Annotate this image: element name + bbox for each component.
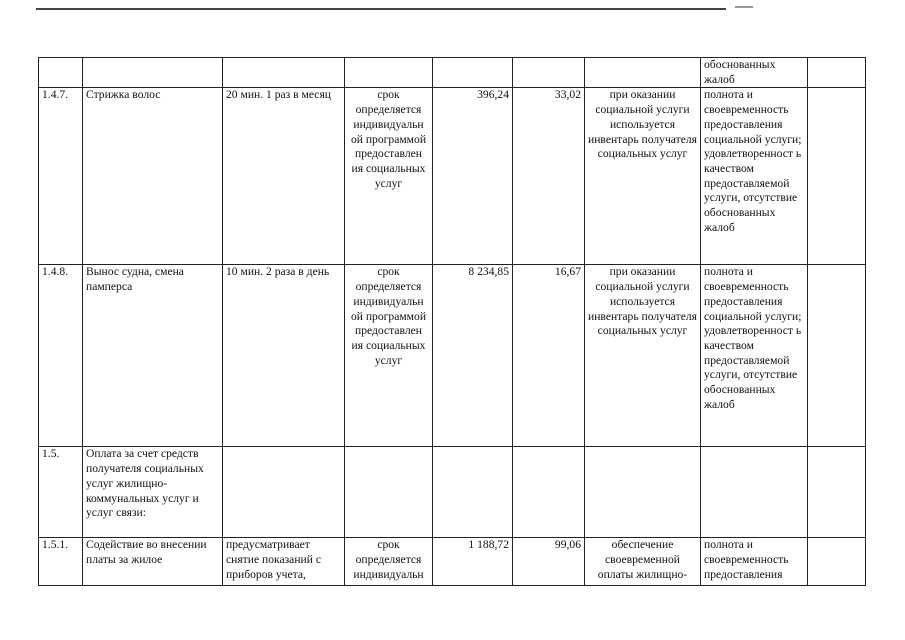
row-number: 1.5. — [39, 447, 83, 538]
services-table — [38, 57, 866, 586]
service-conditions: при оказании социальной услуги используется инвентарь получателя социальных услуг — [585, 88, 701, 265]
tariff-unit — [513, 447, 585, 538]
tariff-total — [433, 447, 513, 538]
tariff-total — [433, 58, 513, 88]
extra-column — [808, 538, 866, 586]
quality-indicators: полнота и своевременность предоставления социальной услуги; удовлетворенност ь качеством предоставляемой услуги, отсутствие обоснованных жалоб — [701, 88, 808, 265]
service-term: срок определяется индивидуальн ой программой предоставлен ия социальных услуг — [345, 88, 433, 265]
service-conditions: при оказании социальной услуги используется инвентарь получателя социальных услуг — [585, 265, 701, 447]
service-term — [345, 58, 433, 88]
service-volume: 20 мин. 1 раз в месяц — [223, 88, 345, 265]
tariff-total: 396,24 — [433, 88, 513, 265]
table-row — [39, 447, 866, 538]
extra-column — [808, 58, 866, 88]
service-conditions — [585, 58, 701, 88]
service-term: срок определяется индивидуальн — [345, 538, 433, 586]
service-name: Вынос судна, смена памперса — [83, 265, 223, 447]
table-row — [39, 88, 866, 265]
service-conditions: обеспечение своевременной оплаты жилищно- — [585, 538, 701, 586]
top-mark — [735, 6, 753, 8]
row-number: 1.5.1. — [39, 538, 83, 586]
service-volume: предусматривает снятие показаний с приборов учета, — [223, 538, 345, 586]
service-volume: 10 мин. 2 раза в день — [223, 265, 345, 447]
tariff-total: 8 234,85 — [433, 265, 513, 447]
row-number: 1.4.8. — [39, 265, 83, 447]
tariff-unit: 16,67 — [513, 265, 585, 447]
row-number — [39, 58, 83, 88]
service-term — [345, 447, 433, 538]
row-number: 1.4.7. — [39, 88, 83, 265]
quality-indicators — [701, 447, 808, 538]
quality-indicators: обоснованных жалоб — [701, 58, 808, 88]
table-row — [39, 538, 866, 586]
service-name — [83, 58, 223, 88]
extra-column — [808, 265, 866, 447]
table-row — [39, 58, 866, 88]
service-conditions — [585, 447, 701, 538]
top-rule — [36, 8, 726, 10]
extra-column — [808, 447, 866, 538]
service-volume — [223, 58, 345, 88]
tariff-unit: 99,06 — [513, 538, 585, 586]
tariff-total: 1 188,72 — [433, 538, 513, 586]
service-name: Содействие во внесении платы за жилое — [83, 538, 223, 586]
tariff-unit — [513, 58, 585, 88]
quality-indicators: полнота и своевременность предоставления социальной услуги; удовлетворенност ь качеством предоставляемой услуги, отсутствие обоснованных жалоб — [701, 265, 808, 447]
table-row — [39, 265, 866, 447]
service-name: Стрижка волос — [83, 88, 223, 265]
service-term: срок определяется индивидуальн ой программой предоставлен ия социальных услуг — [345, 265, 433, 447]
service-name: Оплата за счет средств получателя социальных услуг жилищно- коммунальных услуг и услуг связи: — [83, 447, 223, 538]
extra-column — [808, 88, 866, 265]
quality-indicators: полнота и своевременность предоставления — [701, 538, 808, 586]
tariff-unit: 33,02 — [513, 88, 585, 265]
service-volume — [223, 447, 345, 538]
